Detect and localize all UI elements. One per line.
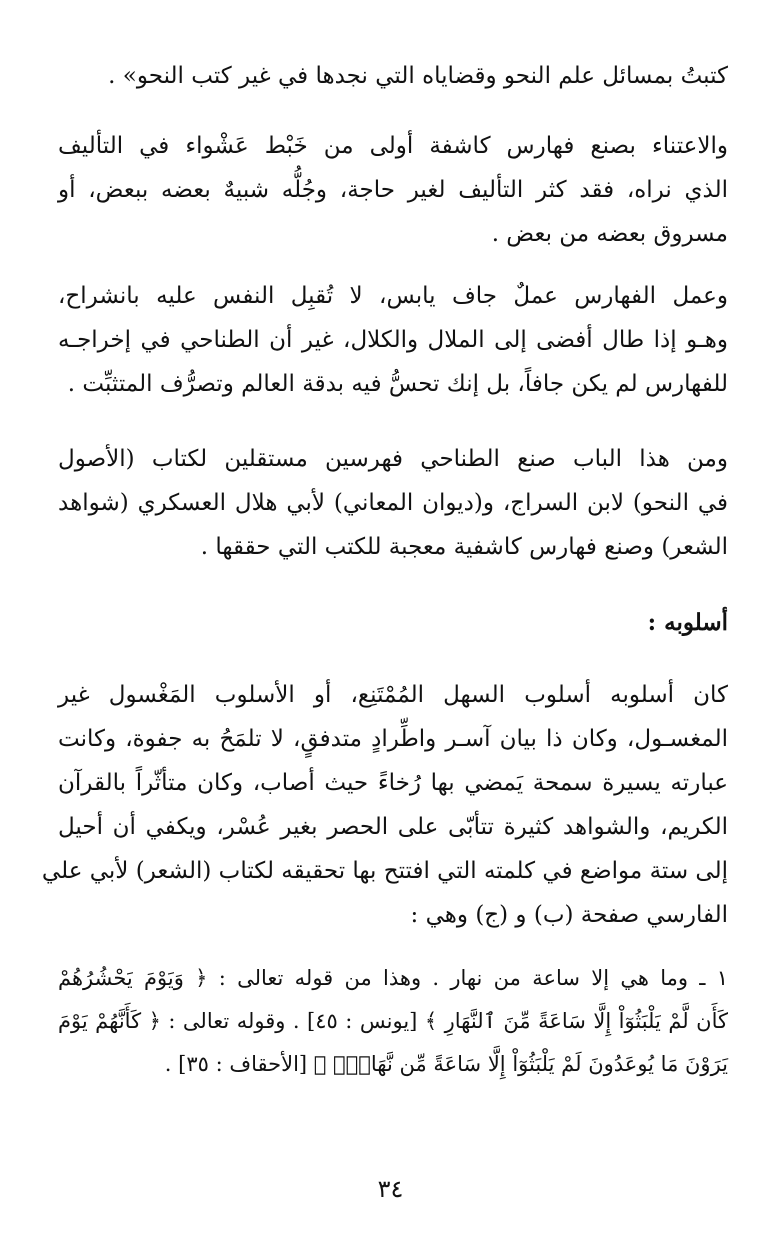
text-line: ١ ـ وما هي إلا ساعة من نهار . وهذا من قوله تعالى : ﴿ وَيَوْمَ يَحْشُرُهُمْ xyxy=(58,966,728,990)
text-line: وعمل الفهارس عملٌ جاف يابس، لا تُقبِل النفس عليه بانشراح، xyxy=(58,283,728,309)
text-line: المغسـول، وكان ذا بيان آسـر واطِّرادٍ متدفقٍ، لا تلمَحُ به جفوة، وكانت xyxy=(58,726,728,752)
text-line: الذي نراه، فقد كثر التأليف لغير حاجة، وجُلُّه شبيهٌ بعضه ببعض، أو xyxy=(58,177,728,203)
text-line: كتبتُ بمسائل علم النحو وقضاياه التي نجدها في غير كتب النحو» . xyxy=(108,63,728,89)
text-line: الكريم، والشواهد كثيرة تتأبّى على الحصر بغير عُسْر، ويكفي أن أحيل xyxy=(58,814,728,840)
text-line: ومن هذا الباب صنع الطناحي فهرسين مستقلين لكتاب (الأصول xyxy=(58,446,728,472)
paragraph-index-work xyxy=(58,274,728,406)
text-line: للفهارس لم يكن جافاً، بل إنك تحسُّ فيه بدقة العالم وتصرُّف المتثبِّت . xyxy=(67,371,728,397)
paragraph-indexing xyxy=(58,124,728,256)
text-line: الشعر) وصنع فهارس كاشفية معجبة للكتب التي حققها . xyxy=(200,534,728,560)
numbered-item-1 xyxy=(58,957,728,1086)
text-line: عبارته يسيرة سمحة يَمضي بها رُخاءً حيث أصاب، وكان متأثّراً بالقرآن xyxy=(58,770,728,796)
paragraph-intro-continuation xyxy=(58,54,728,98)
paragraph-style xyxy=(41,673,728,937)
text-line: وهـو إذا طال أفضى إلى الملال والكلال، غير أن الطناحي في إخراجـه xyxy=(58,327,728,353)
text-line: كَأَن لَّمْ يَلْبَثُوٓاْ إِلَّا سَاعَةً مِّنَ ٱلنَّهَارِ ﴾ [يونس : ٤٥] . وقوله تعالى : ﴿ كَأَنَّهُمْ يَوْمَ xyxy=(58,1009,729,1033)
text-line: الفارسي صفحة (ب) و (ج) وهي : xyxy=(410,902,728,928)
text-line: والاعتناء بصنع فهارس كاشفة أولى من خَبْط عَشْواء في التأليف xyxy=(58,133,728,159)
text-line: كان أسلوبه أسلوب السهل المُمْتَنِع، أو الأسلوب المَغْسول غير xyxy=(58,682,728,708)
text-line: في النحو) لابن السراج، و(ديوان المعاني) لأبي هلال العسكري (شواهد xyxy=(58,490,728,516)
text-line: مسروق بعضه من بعض . xyxy=(491,221,728,247)
text-line: يَرَوْنَ مَا يُوعَدُونَ لَمْ يَلْبَثُوٓاْ إِلَّا سَاعَةً مِّن نَّهَارٍۭ ﴾ [الأحقاف : ٣٥] . xyxy=(164,1052,728,1076)
text-line: إلى ستة مواضع في كلمته التي افتتح بها تحقيقه لكتاب (الشعر) لأبي علي xyxy=(41,858,728,884)
paragraph-independent-indexes xyxy=(58,437,728,569)
page-number: ٣٤ xyxy=(377,1175,404,1203)
section-heading-style: أسلوبه : xyxy=(647,609,728,636)
